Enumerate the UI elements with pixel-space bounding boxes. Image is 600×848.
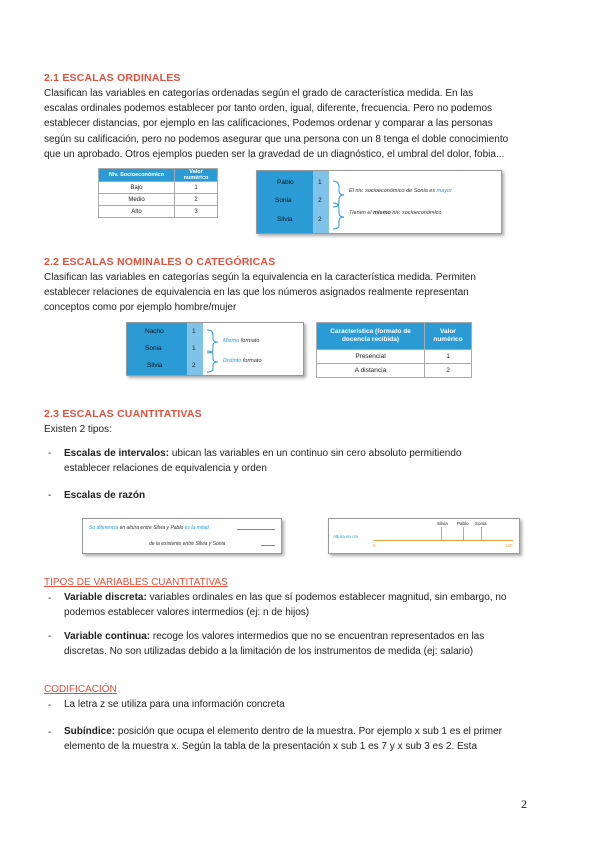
note-text: Tienen el — [349, 210, 372, 216]
bullet-dash: - — [48, 631, 52, 642]
brace-icon — [205, 325, 235, 375]
marker-sonia — [481, 527, 482, 541]
names-column — [257, 171, 313, 233]
section-title-nominales: 2.2 ESCALAS NOMINALES O CATEGÓRICAS — [44, 256, 276, 268]
nominal-note-2 — [223, 358, 262, 364]
item-text: recoge los valores intermedios que no se encuentran representados en las — [150, 631, 485, 642]
name-label: Silvia — [277, 216, 293, 223]
table-cell: 2 — [425, 364, 472, 378]
item-term: Variable continua: — [64, 631, 151, 642]
item-text: posición que ocupa el elemento dentro de la muestra. Por ejemplo x sub 1 es el primer — [115, 726, 503, 737]
item-text: podemos establecer valores intermedios (ej: n de hijos) — [64, 607, 310, 619]
item-text: elemento de la muestra x. Según la tabla de la presentación x sub 1 es 7 y x sub 3 es 2. Esta — [64, 741, 478, 753]
intervalos-figure — [82, 518, 282, 554]
note-emphasis: es la mitad — [184, 525, 209, 531]
intervalos-item — [64, 446, 574, 476]
subindice-item — [64, 724, 584, 754]
text-line: establecer distancias, por ejemplo en las calificaciones, Podemos ordenar y comparar a las personas — [44, 118, 493, 130]
value-label: 2 — [318, 216, 322, 223]
names-column — [127, 323, 187, 375]
razon-item — [64, 488, 145, 503]
figure-text-line-2: de la existente entre Silvia y Sonia — [149, 541, 226, 547]
table-cell: 1 — [425, 350, 472, 364]
codificacion-heading: CODIFICACIÓN — [44, 684, 117, 695]
bullet-dash: - — [48, 593, 52, 604]
ordinal-table — [98, 168, 218, 218]
value-label: 2 — [318, 197, 322, 204]
note-emphasis: mayor — [436, 188, 452, 194]
figure-line — [261, 545, 275, 546]
note-text: formato — [242, 358, 262, 364]
text-line: conceptos como por ejemplo hombre/mujer — [44, 302, 237, 314]
razon-figure — [328, 518, 520, 554]
item-text: variables ordinales en las que sí podemos establecer magnitud, sin embargo, no — [146, 592, 507, 603]
ordinal-diagram — [256, 170, 502, 234]
axis-line — [373, 540, 513, 541]
item-term: Variable discreta: — [64, 592, 147, 603]
name-label: Nacho — [145, 328, 164, 335]
nominales-paragraph — [44, 270, 574, 316]
ordinal-note-1 — [349, 188, 452, 194]
cod-item-1: La letra z se utiliza para una información concreta — [64, 699, 285, 710]
table-header: Valor numérico — [425, 323, 472, 350]
value-label: 1 — [192, 345, 196, 352]
nominal-table — [316, 322, 472, 378]
item-term: Subíndice: — [64, 726, 116, 737]
bullet-dash: - — [48, 448, 52, 459]
name-label: Sonia — [275, 197, 292, 204]
note-emphasis: Distinto — [223, 358, 242, 364]
figure-name: Pablo — [457, 521, 469, 526]
text-line: establecer relaciones de equivalencia en las que los números asignados realmente representan — [44, 287, 469, 299]
name-label: Silvia — [147, 362, 163, 369]
table-header: Valor numérico — [175, 169, 218, 182]
item-text: establecer relaciones de equivalencia y orden — [64, 463, 267, 475]
figure-name: Sonia — [475, 521, 487, 526]
axis-tick-label: 0 — [373, 543, 376, 548]
values-column — [187, 323, 203, 375]
table-cell: 1 — [175, 182, 218, 194]
item-term: Escalas de intervalos: — [64, 448, 170, 459]
value-label: 1 — [192, 328, 196, 335]
note-emphasis: Mismo — [223, 338, 240, 344]
figure-name: Silvia — [437, 521, 448, 526]
ordinales-paragraph — [44, 86, 574, 162]
section-title-ordinales: 2.1 ESCALAS ORDINALES — [44, 72, 181, 84]
marker-silvia — [441, 527, 442, 541]
note-emphasis: Su diferencia — [89, 525, 119, 531]
table-cell: Medio — [99, 194, 175, 206]
figure-text-line-1 — [89, 525, 209, 531]
nominal-note-1 — [223, 338, 259, 344]
tipos-heading: TIPOS DE VARIABLES CUANTITATIVAS — [44, 577, 228, 588]
ordinal-note-2 — [349, 210, 442, 216]
text-line: Clasifican las variables en categorías según la equivalencia en la característica medida. Permiten — [44, 272, 476, 283]
values-column — [313, 171, 329, 233]
name-label: Sonia — [145, 345, 162, 352]
axis-tick-label: 180 — [505, 543, 513, 548]
item-text: discretas. No son utilizadas debido a la limitación de los instrumentos de medida (ej: salario) — [64, 646, 474, 658]
bullet-dash: - — [48, 490, 52, 501]
note-emphasis: mismo — [373, 210, 391, 216]
axis-label: Altura en cm — [333, 534, 359, 539]
table-cell: A distancia — [317, 364, 425, 378]
text-line: que un aprobado. Otros ejemplos pueden ser la gravedad de un diagnóstico, el umbral del dolor, fobia... — [44, 148, 505, 160]
note-text: El niv. socioeconómico de Sonia es — [349, 188, 436, 194]
discreta-item — [64, 590, 584, 620]
note-text: formato — [240, 338, 260, 344]
value-label: 1 — [318, 179, 322, 186]
text-line: según su calificación, pero no podemos asegurar que una persona con un 8 tenga el doble conocimiento — [44, 133, 509, 145]
item-text: ubican las variables en un continuo sin cero absoluto permitiendo — [169, 448, 462, 459]
table-header: Característica (formato de docencia recibida) — [317, 323, 425, 350]
nominal-diagram — [126, 322, 304, 376]
name-label: Pablo — [277, 179, 294, 186]
figure-line — [237, 529, 275, 530]
table-cell: 3 — [175, 206, 218, 218]
bullet-dash: - — [48, 700, 52, 711]
note-text: en altura entre Silvia y Pablo — [119, 525, 184, 531]
brace-icon — [331, 175, 361, 231]
table-header: Niv. Socioeconómico — [99, 169, 175, 182]
text-line: escalas ordinales podemos establecer por tanto orden, igual, diferente, frecuencia. Pero no podemos — [44, 103, 493, 115]
item-term: Escalas de razón — [64, 490, 146, 501]
table-cell: Alto — [99, 206, 175, 218]
table-cell: Bajo — [99, 182, 175, 194]
note-text: niv. socioeconómico — [392, 210, 442, 216]
table-cell: 2 — [175, 194, 218, 206]
continua-item — [64, 629, 584, 659]
text-line: Clasifican las variables en categorías ordenadas según el grado de característica medida. En las — [44, 88, 474, 99]
section-title-cuantitativas: 2.3 ESCALAS CUANTITATIVAS — [44, 408, 202, 420]
cuantitativas-intro: Existen 2 tipos: — [44, 424, 112, 435]
table-cell: Presencial — [317, 350, 425, 364]
value-label: 2 — [192, 362, 196, 369]
marker-pablo — [463, 527, 464, 541]
bullet-dash: - — [48, 727, 52, 738]
page-number: 2 — [521, 797, 527, 811]
